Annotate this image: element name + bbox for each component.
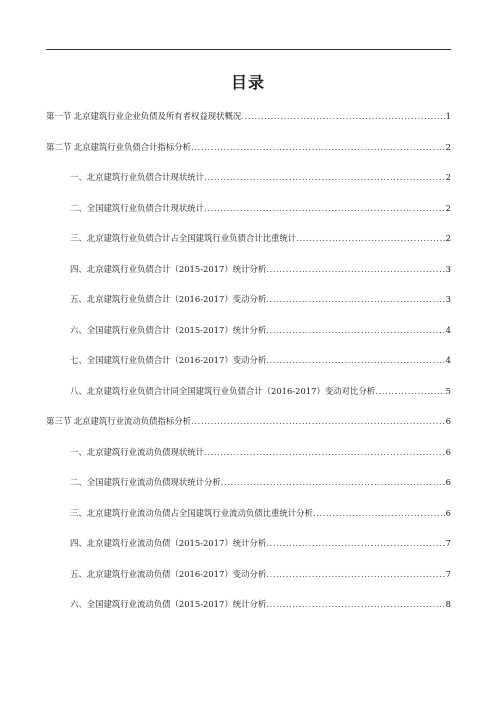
toc-entry-text: 四、北京建筑行业负债合计（2015-2017）统计分析 — [70, 263, 267, 274]
toc-page-number: 4 — [445, 355, 451, 365]
toc-entry-text: 七、全国建筑行业负债合计（2016-2017）变动分析 — [70, 355, 267, 365]
toc-dot-leader — [241, 111, 444, 122]
toc-page-number: 1 — [445, 111, 451, 121]
toc-entry[interactable] — [70, 599, 451, 610]
toc-page-number: 6 — [445, 507, 451, 518]
toc-dot-leader — [221, 477, 445, 488]
toc-entry-text: 第一节 北京建筑行业企业负债及所有者权益现状概况 — [46, 111, 242, 121]
toc-page-number: 2 — [445, 202, 451, 213]
toc-entry-text: 第二节 北京建筑行业负债合计指标分析 — [46, 141, 192, 152]
toc-entry-text: 二、全国建筑行业负债合计现状统计 — [70, 202, 204, 213]
toc-dot-leader — [266, 264, 444, 275]
toc-entry[interactable] — [70, 294, 451, 305]
toc-entry-text: 六、全国建筑行业流动负债（2015-2017）统计分析 — [70, 599, 267, 609]
toc-entry-text: 五、北京建筑行业负债合计（2016-2017）变动分析 — [70, 294, 267, 304]
toc-entry-text: 八、北京建筑行业负债合计同全国建筑行业负债合计（2016-2017）变动对比分析 — [70, 385, 376, 396]
toc-dot-leader — [266, 599, 444, 610]
toc-entry[interactable] — [70, 477, 451, 488]
toc-page-number: 7 — [445, 568, 451, 579]
toc-entry[interactable] — [70, 203, 451, 214]
toc-entry-text: 三、北京建筑行业负债合计占全国建筑行业负债合计比重统计 — [70, 233, 297, 243]
toc-dot-leader — [191, 416, 445, 427]
toc-dot-leader — [191, 142, 445, 153]
toc-page-number: 6 — [445, 446, 451, 457]
toc-page-number: 3 — [445, 263, 451, 274]
toc-entry[interactable] — [70, 172, 451, 183]
toc-dot-leader — [266, 355, 444, 366]
toc-entry[interactable] — [70, 264, 451, 275]
toc-page-number: 6 — [445, 416, 451, 426]
toc-page-number: 4 — [445, 324, 451, 335]
toc-dot-leader — [313, 508, 445, 519]
toc-entry[interactable] — [70, 508, 451, 519]
toc-entry[interactable] — [70, 325, 451, 336]
toc-page-number: 3 — [445, 294, 451, 304]
toc-page-number: 2 — [445, 233, 451, 243]
toc-dot-leader — [266, 294, 444, 305]
header-rule — [46, 49, 451, 50]
toc-page-number: 5 — [445, 385, 451, 396]
toc-dot-leader — [266, 538, 444, 549]
toc-dot-leader — [296, 233, 445, 244]
toc-entry-text: 三、北京建筑行业流动负债占全国建筑行业流动负债比重统计分析 — [70, 507, 313, 518]
toc-dot-leader — [375, 386, 445, 397]
toc-entry-text: 六、全国建筑行业负债合计（2015-2017）统计分析 — [70, 324, 267, 335]
toc-entry[interactable] — [70, 447, 451, 458]
toc-entry[interactable] — [46, 142, 451, 153]
toc-page-number: 6 — [445, 477, 451, 487]
toc-dot-leader — [204, 172, 445, 183]
toc-entry-text: 一、北京建筑行业负债合计现状统计 — [70, 172, 204, 182]
toc-entry[interactable] — [70, 233, 451, 244]
toc-entry-text: 二、全国建筑行业流动负债现状统计分析 — [70, 477, 221, 487]
toc-entry[interactable] — [70, 386, 451, 397]
toc-page-number: 2 — [445, 141, 451, 152]
toc-entry[interactable] — [70, 355, 451, 366]
toc-entry-text: 第三节 北京建筑行业流动负债指标分析 — [46, 416, 192, 426]
toc-dot-leader — [204, 203, 445, 214]
toc-title: 目录 — [230, 73, 265, 92]
toc-entry[interactable] — [70, 569, 451, 580]
toc-dot-leader — [266, 569, 444, 580]
toc-page-number: 8 — [445, 599, 451, 609]
toc-entry[interactable] — [46, 111, 451, 122]
toc-entry[interactable] — [70, 538, 451, 549]
toc-entry-text: 五、北京建筑行业流动负债（2016-2017）变动分析 — [70, 568, 267, 579]
toc-entry-text: 一、北京建筑行业流动负债现状统计 — [70, 446, 204, 457]
toc-page-number: 7 — [445, 538, 451, 548]
toc-dot-leader — [204, 447, 445, 458]
toc-entry[interactable] — [46, 416, 451, 427]
toc-page-number: 2 — [445, 172, 451, 182]
toc-dot-leader — [266, 325, 444, 336]
toc-entry-text: 四、北京建筑行业流动负债（2015-2017）统计分析 — [70, 538, 267, 548]
